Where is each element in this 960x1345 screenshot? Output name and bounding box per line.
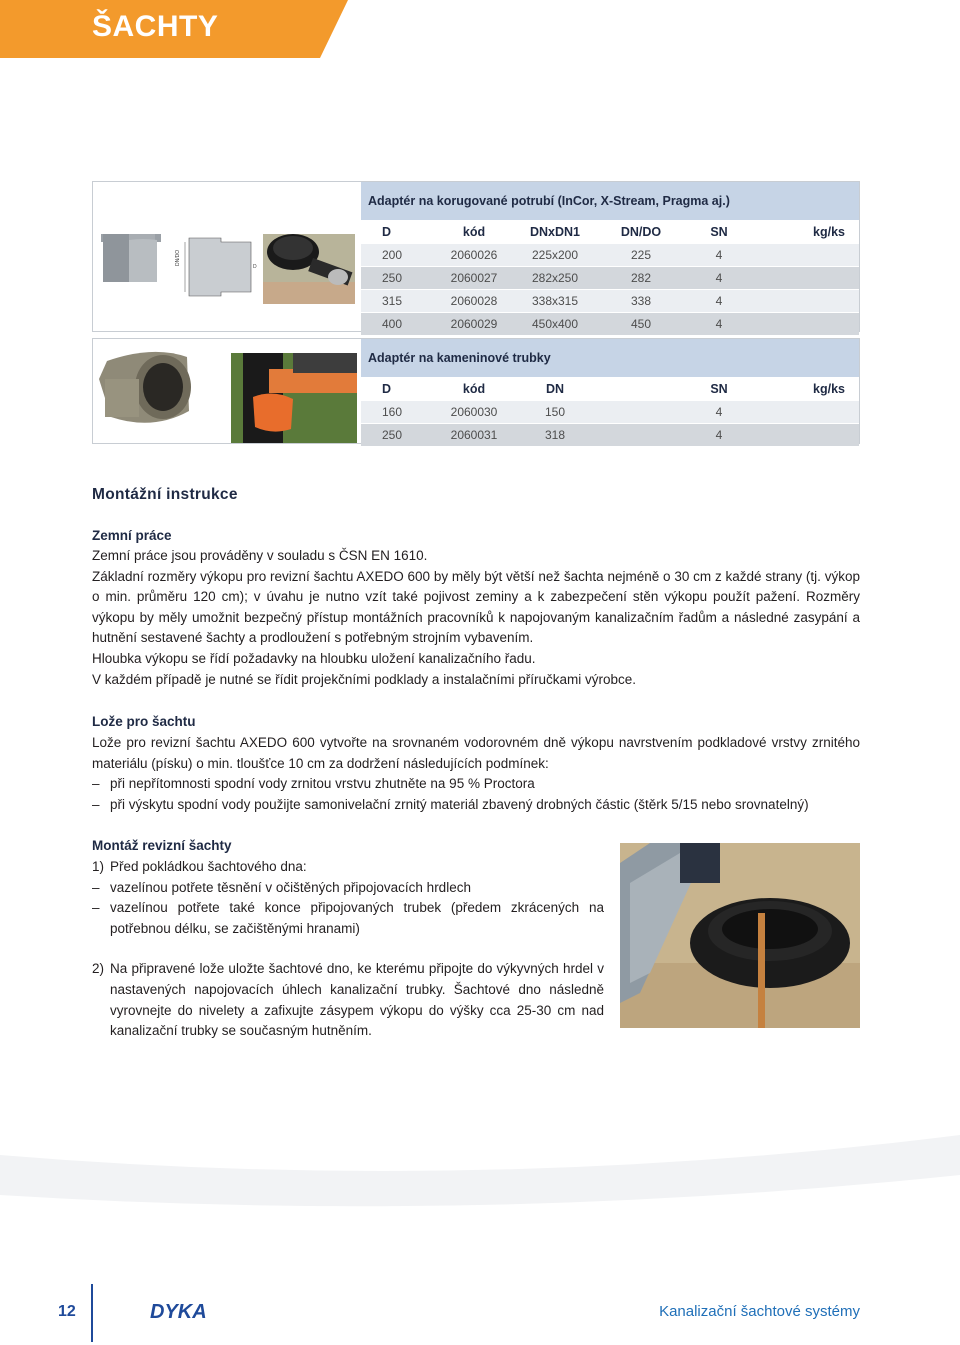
table-cell: 4 bbox=[715, 294, 723, 308]
table-cell: 4 bbox=[715, 428, 723, 442]
col-d: D bbox=[382, 225, 392, 239]
col-kod: kód bbox=[462, 225, 486, 239]
section-heading: Montážní instrukce bbox=[92, 486, 238, 503]
paragraph: Lože pro revizní šachtu AXEDO 600 vytvořte na srovnaném vodorovném dně výkopu navrstvením podkladové vrstvy zrnitého materiálu (písku) o min. tloušťce 10 cm za dodržení následujících podmínek: bbox=[92, 735, 860, 771]
step-2 bbox=[92, 959, 604, 1041]
table-row bbox=[361, 289, 859, 312]
table-cell: 282 bbox=[630, 271, 652, 285]
paragraph: Hloubka výkopu se řídí požadavky na hloubku uložení kanalizačního řadu. bbox=[92, 650, 536, 666]
logo-text: DYKA bbox=[150, 1301, 207, 1323]
subheading-zemni-prace: Zemní práce bbox=[92, 528, 172, 543]
dyka-logo bbox=[150, 1299, 230, 1323]
table-row bbox=[361, 423, 859, 446]
table-cell: 2060029 bbox=[450, 317, 498, 331]
table-cell: 450x400 bbox=[531, 317, 579, 331]
paragraph: Zemní práce jsou prováděny v souladu s ČSN EN 1610. bbox=[92, 548, 428, 563]
table-cell: 160 bbox=[382, 405, 403, 419]
zemni-prace-text bbox=[92, 546, 860, 690]
subheading-montaz: Montáž revizní šachty bbox=[92, 838, 232, 853]
col-dn-do: DN/DO bbox=[620, 225, 662, 239]
dn-do-label: DN/DO bbox=[175, 249, 181, 266]
paragraph: Základní rozměry výkopu pro revizní šachtu AXEDO 600 by měly být větší než šachta nejméně o 30 cm z každé strany (tj. výkop o min. průměru 120 cm); v úvahu je nutno vzít také pojivost zeminy a k zabezpečení stěn výkopu použít pažení. Rozměry výkopu by měly umožnit bezpečný přístup montážních pracovníků k napojovaným kanalizačním řadům a následné zasypání a hutnění sestavené šachty a prodloužení s potřebným strojním vybavením. bbox=[92, 568, 860, 646]
table-row bbox=[361, 312, 859, 335]
adapter-diagram-image bbox=[93, 182, 361, 332]
subheading-loze: Lože pro šachtu bbox=[92, 714, 196, 729]
product-adapter-stoneware bbox=[92, 338, 860, 444]
list-item: – při nepřítomnosti spodní vody zrnitou vrstvu zhutněte na 95 % Proctora bbox=[92, 774, 860, 795]
table-cell: 318 bbox=[544, 428, 566, 442]
table-cell: 4 bbox=[715, 405, 723, 419]
table-cell: 2060031 bbox=[450, 428, 498, 442]
col-kod: kód bbox=[462, 382, 486, 396]
step-text: Před pokládkou šachtového dna: bbox=[110, 859, 307, 874]
page-number: 12 bbox=[58, 1303, 76, 1320]
col-kg-ks: kg/ks bbox=[813, 225, 845, 239]
table-row bbox=[361, 266, 859, 289]
stoneware-adapter-image bbox=[93, 339, 361, 445]
loze-text bbox=[92, 733, 860, 815]
col-d: D bbox=[382, 382, 392, 396]
table-cell: 250 bbox=[382, 428, 403, 442]
product-image-area bbox=[93, 339, 361, 443]
product1-table bbox=[361, 182, 859, 335]
table-cell: 225x200 bbox=[531, 248, 579, 262]
d-label: D bbox=[253, 264, 257, 270]
table-cell: 315 bbox=[382, 294, 403, 308]
table-cell: 338 bbox=[630, 294, 652, 308]
table-cell: 150 bbox=[544, 405, 566, 419]
footer-divider bbox=[91, 1284, 93, 1342]
product-adapter-corrugated bbox=[92, 181, 860, 332]
table-cell: 400 bbox=[382, 317, 403, 331]
table-cell: 2060030 bbox=[450, 405, 498, 419]
col-sn: SN bbox=[710, 382, 728, 396]
page-title: ŠACHTY bbox=[92, 10, 219, 43]
table-row bbox=[361, 400, 859, 423]
table-cell: 4 bbox=[715, 271, 723, 285]
table-cell: 338x315 bbox=[531, 294, 579, 308]
step-1 bbox=[92, 857, 604, 878]
table-cell: 4 bbox=[715, 317, 723, 331]
product-image-area bbox=[93, 182, 361, 331]
list-item: – při výskytu spodní vody použijte samonivelační zrnitý materiál zbavený drobných částic (štěrk 5/15 nebo srovnatelný) bbox=[92, 795, 860, 816]
col-dnxdn1: DNxDN1 bbox=[529, 225, 580, 239]
list-item: – vazelínou potřete také konce připojovaných trubek (předem zkrácených na potřebnou délku, se začištěnými hranami) bbox=[92, 898, 604, 939]
step-number: 2) bbox=[92, 961, 105, 977]
table-cell: 250 bbox=[382, 271, 403, 285]
table-cell: 4 bbox=[715, 248, 723, 262]
paragraph: V každém případě je nutné se řídit projekčními podklady a instalačními příručkami výrobce. bbox=[92, 671, 637, 687]
product2-table bbox=[361, 339, 859, 446]
table-cell: 2060026 bbox=[450, 248, 498, 262]
list-item: – vazelínou potřete těsnění v očištěných připojovacích hrdlech bbox=[92, 878, 604, 899]
table-cell: 282x250 bbox=[531, 271, 579, 285]
col-sn: SN bbox=[710, 225, 728, 239]
product2-title: Adaptér na kameninové trubky bbox=[361, 339, 859, 377]
product1-title: Adaptér na korugované potrubí (InCor, X-Stream, Pragma aj.) bbox=[361, 182, 859, 220]
table-cell: 225 bbox=[630, 248, 652, 262]
table-cell: 200 bbox=[382, 248, 403, 262]
table-cell: 2060028 bbox=[450, 294, 498, 308]
col-kg-ks: kg/ks bbox=[813, 382, 845, 396]
table-cell: 450 bbox=[630, 317, 652, 331]
product2-column-headers bbox=[361, 377, 859, 400]
step-number: 1) bbox=[92, 859, 105, 874]
col-dn: DN bbox=[545, 382, 565, 396]
montaz-text bbox=[92, 857, 604, 1042]
table-cell: 2060027 bbox=[450, 271, 498, 285]
header-banner bbox=[0, 0, 348, 58]
step-text: Na připravené lože uložte šachtové dno, ke kterému připojte do výkyvných hrdel v nastavených napojovacích úhlech kanalizační trubky. Šachtové dno následně vyrovnejte do nivelety a zafixujte zásypem výkopu do výšky cca 25-30 cm nad kanalizační trubky se současným hutněním. bbox=[110, 961, 604, 1039]
product1-column-headers bbox=[361, 220, 859, 243]
manhole-installation-photo bbox=[620, 843, 860, 1028]
footer-title: Kanalizační šachtové systémy bbox=[659, 1303, 860, 1320]
table-row bbox=[361, 243, 859, 266]
